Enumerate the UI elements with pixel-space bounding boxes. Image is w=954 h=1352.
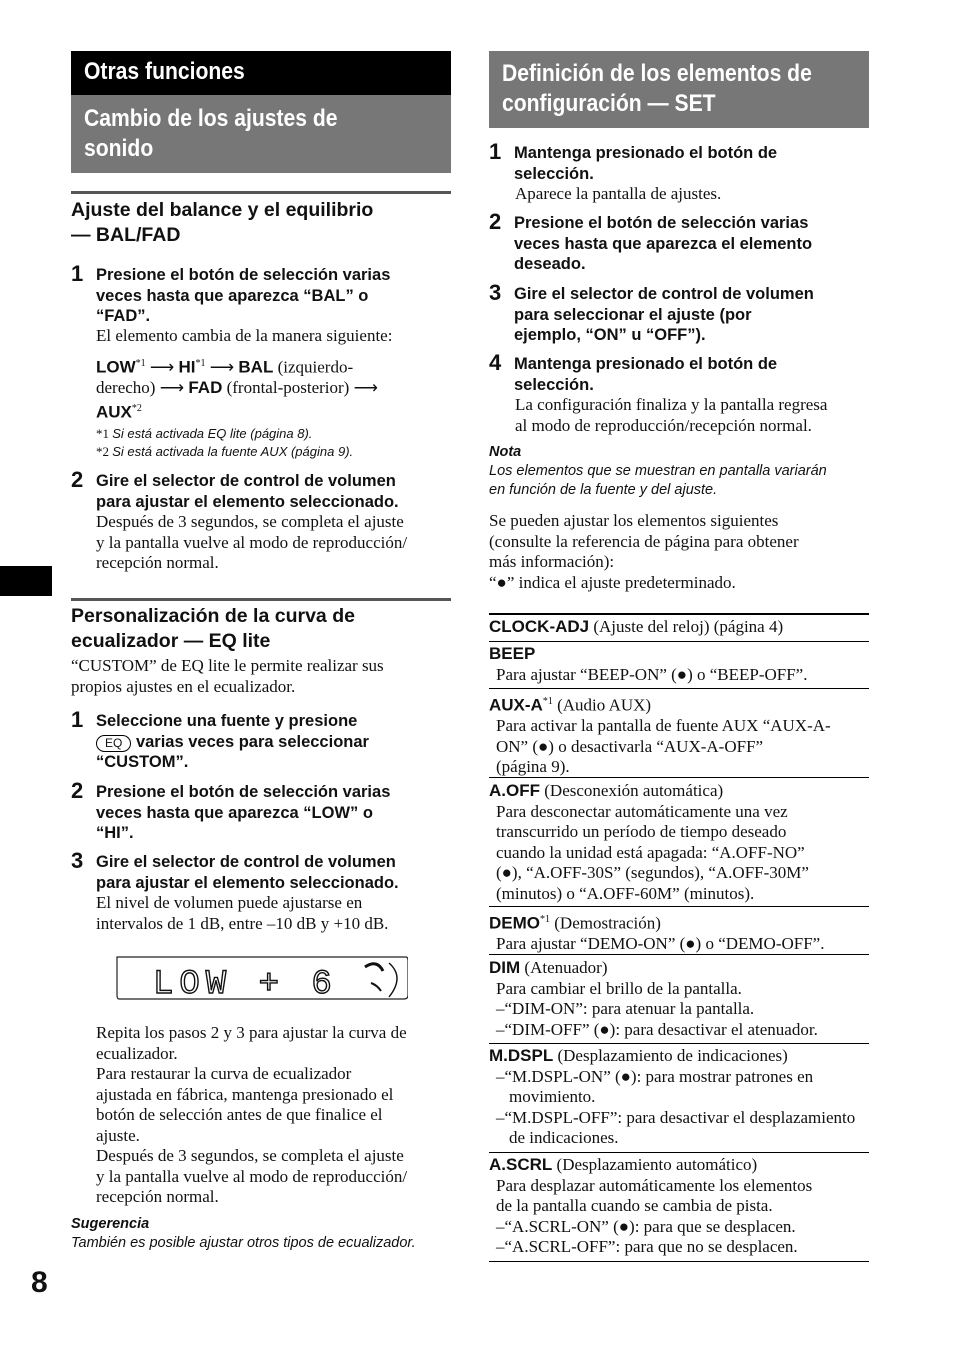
arrow-right-icon: ⟶ xyxy=(149,357,175,377)
table-rule xyxy=(489,954,869,955)
item-clock-adj: CLOCK-ADJ (Ajuste del reloj) (página 4) xyxy=(489,617,784,636)
step-number: 2 xyxy=(71,778,84,803)
step-number: 3 xyxy=(71,848,84,873)
divider xyxy=(71,191,451,194)
side-tab-marker xyxy=(0,566,52,596)
item-beep: BEEP Para ajustar “BEEP-ON” (●) o “BEEP-OFF”. xyxy=(489,644,808,684)
step-number: 2 xyxy=(71,467,84,492)
bal-step2-desc: Después de 3 segundos, se completa el ajuste y la pantalla vuelve al modo de reproducción/ recepción normal. xyxy=(96,512,408,572)
arrow-right-icon: ⟶ xyxy=(353,378,378,398)
table-rule xyxy=(489,613,869,615)
step-number: 2 xyxy=(489,209,502,234)
eq-step3-desc: El nivel de volumen puede ajustarse en intervalos de 1 dB, entre –10 dB y +10 dB. xyxy=(96,893,389,933)
section-header xyxy=(71,51,451,95)
note-text: Los elementos que se muestran en pantalla variarán en función de la fuente y del ajuste. xyxy=(489,463,827,498)
bal-sequence: LOW$^{*1}$ ⟶ HI$^{*1}$ ⟶ BAL (izquierdo- derecho) ⟶ FAD (frontal-posterior) ⟶ AUX$^{*2}$ xyxy=(96,357,378,422)
table-rule xyxy=(489,641,869,642)
arrow-right-icon: ⟶ xyxy=(209,357,235,377)
set-intro: Se pueden ajustar los elementos siguientes (consulte la referencia de página para obtener más información): “●” indica el ajuste predeterminado. xyxy=(489,511,799,592)
table-rule xyxy=(489,906,869,907)
set-header xyxy=(489,51,869,128)
set-title: Definición de los elementos de configuración — SET xyxy=(502,60,812,117)
set-step1-desc: Aparece la pantalla de ajustes. xyxy=(515,184,722,203)
step-number: 1 xyxy=(489,139,502,164)
table-rule xyxy=(489,688,869,689)
divider xyxy=(71,598,451,601)
table-rule xyxy=(489,777,869,778)
table-rule xyxy=(489,1043,869,1044)
step-number: 1 xyxy=(71,261,84,286)
eq-after-text: Repita los pasos 2 y 3 para ajustar la curva de ecualizador. Para restaurar la curva de ecualizador ajustada en fábrica, mantenga presionado el botón de selección antes de que finalice el ajuste. Después de 3 segundos, se completa el ajuste y la pantalla vuelve al modo de reproducción/ recepción normal. xyxy=(96,1023,408,1206)
subsection-header xyxy=(71,95,451,173)
tip-text: También es posible ajustar otros tipos de ecualizador. xyxy=(71,1235,416,1251)
item-a-off: A.OFF (Desconexión automática) Para desconectar automáticamente una vez transcurrido un período de tiempo deseado cuando la unidad está apagada: “A.OFF-NO” (●), “A.OFF-30S” (segundos), “A.OFF-30M” (minutos) o “A.OFF-60M” (minutos). xyxy=(489,781,809,903)
step-number: 3 xyxy=(489,280,502,305)
eq-intro: “CUSTOM” de EQ lite le permite realizar sus propios ajustes en el ecualizador. xyxy=(71,656,384,696)
table-rule xyxy=(489,1261,869,1262)
page-number: 8 xyxy=(31,1266,48,1299)
item-dim: DIM (Atenuador) Para cambiar el brillo de la pantalla. –“DIM-ON”: para atenuar la pantalla. –“DIM-OFF” (●): para desactivar el atenuador. xyxy=(489,958,818,1039)
lcd-display xyxy=(115,955,408,1001)
lcd-text: LOW + 6 xyxy=(153,966,338,1001)
subsection-title: Cambio de los ajustes de sonido xyxy=(84,105,338,162)
table-rule xyxy=(489,1152,869,1153)
set-step4-desc: La configuración finaliza y la pantalla regresa al modo de reproducción/recepción normal. xyxy=(515,395,828,435)
item-m-dspl: M.DSPL (Desplazamiento de indicaciones) –“M.DSPL-ON” (●): para mostrar patrones en movimiento. –“M.DSPL-OFF”: para desactivar el desplazamiento de indicaciones. xyxy=(489,1046,856,1147)
note-heading: Nota xyxy=(489,444,522,460)
step-number: 4 xyxy=(489,350,502,375)
item-a-scrl: A.SCRL (Desplazamiento automático) Para desplazar automáticamente los elementos de la pantalla cuando se cambia de pista. –“A.SCRL-ON” (●): para que se desplacen. –“A.SCRL-OFF”: para que no se desplacen. xyxy=(489,1155,813,1256)
tip-heading: Sugerencia xyxy=(71,1216,150,1232)
bal-step1-desc: El elemento cambia de la manera siguiente: xyxy=(96,326,393,345)
arrow-right-icon: ⟶ xyxy=(159,378,185,398)
footnote-1: *1 Si está activada EQ lite (página 8). xyxy=(96,426,313,441)
eq-heading: Personalización de la curva de ecualizador — EQ lite xyxy=(71,605,355,652)
eq-button-icon: EQ xyxy=(96,735,131,752)
step-number: 1 xyxy=(71,707,84,732)
footnote-2: *2 Si está activada la fuente AUX (página 9). xyxy=(96,444,354,459)
bal-heading: Ajuste del balance y el equilibrio — BAL/FAD xyxy=(71,199,374,246)
section-title: Otras funciones xyxy=(84,58,245,85)
item-aux-a: AUX-$A^{*1}$ (Audio AUX) Para activar la pantalla de fuente AUX “AUX-A- ON” (●) o desactivarla “AUX-A-OFF” (página 9). xyxy=(489,695,831,777)
item-demo: DEMO$^{*1}$ (Demostración) Para ajustar “DEMO-ON” (●) o “DEMO-OFF”. xyxy=(489,913,825,954)
